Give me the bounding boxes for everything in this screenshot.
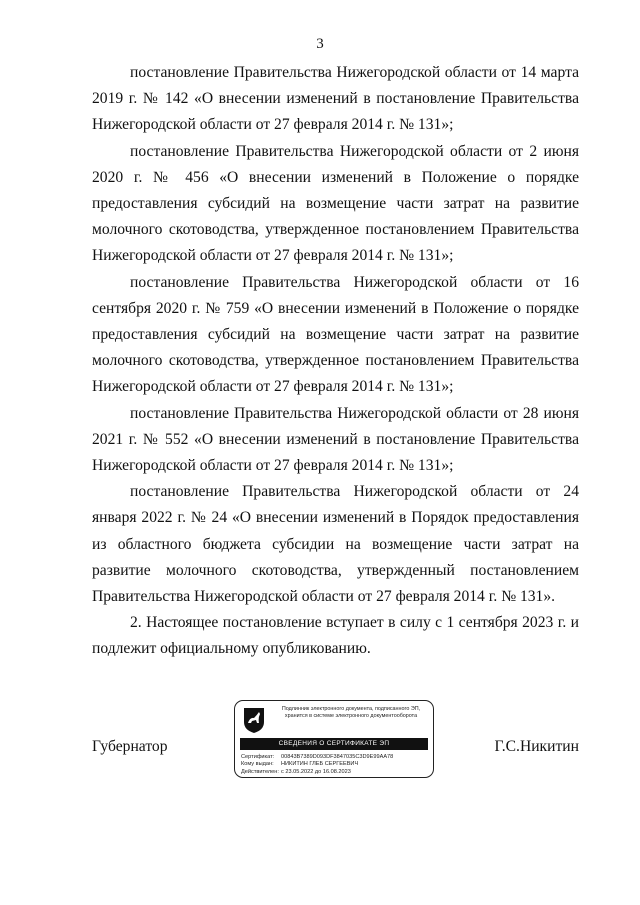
signatory-position: Губернатор xyxy=(92,738,168,755)
paragraph-repeal-item-3: постановление Правительства Нижегородской области от 16 сентября 2020 г. № 759 «О внесении изменений в Положение о порядке предоставления субсидий на возмещение части затрат на развитие молочного скотоводства, утвержденное постановлением Правительства Нижегородской области от 27 февраля 2014 г. № 131»; xyxy=(92,273,579,396)
stamp-notice-line-2: хранится в системе электронного документооборота xyxy=(284,713,418,719)
valid-value: с 23.05.2022 до 16.08.2023 xyxy=(281,768,351,775)
electronic-signature-stamp xyxy=(234,700,434,778)
issued-to-value: НИКИТИН ГЛЕБ СЕРГЕЕВИЧ xyxy=(281,761,359,768)
stamp-issued-to-row xyxy=(241,761,429,768)
certificate-value: 00843B7389D093DF3847035C3D9E99AA78 xyxy=(281,754,394,760)
paragraph-repeal-item-2: постановление Правительства Нижегородской области от 2 июня 2020 г. № 456 «О внесении изменений в Положение о порядке предоставления субсидий на возмещение части затрат на развитие молочного скотоводства, утвержденное постановлением Правительства Нижегородской области от 27 февраля 2014 г. № 131»; xyxy=(92,142,579,265)
stamp-title: СВЕДЕНИЯ О СЕРТИФИКАТЕ ЭП xyxy=(240,738,428,750)
stamp-notice-line-1: Подлинник электронного документа, подписанного ЭП, xyxy=(281,706,421,712)
stamp-notice xyxy=(273,706,429,720)
document-body xyxy=(92,60,579,663)
stamp-fields xyxy=(241,754,429,776)
paragraph-repeal-item-5: постановление Правительства Нижегородской области от 24 января 2022 г. № 24 «О внесении изменений в Порядок предоставления из областного бюджета субсидии на возмещение части затрат на развитие молочного скотоводства, утвержденный постановлением Правительства Нижегородской области от 27 февраля 2014 г. № 131». xyxy=(92,483,579,606)
page-number: 3 xyxy=(316,36,324,52)
issued-to-label: Кому выдан: xyxy=(241,761,274,768)
paragraph-repeal-item-4: постановление Правительства Нижегородской области от 28 июня 2021 г. № 552 «О внесении изменений в постановление Правительства Нижегородской области от 27 февраля 2014 г. № 131»; xyxy=(92,404,579,475)
stamp-validity-row xyxy=(241,769,429,776)
paragraph-repeal-item-1: постановление Правительства Нижегородской области от 14 марта 2019 г. № 142 «О внесении изменений в постановление Правительства Нижегородской области от 27 февраля 2014 г. № 131»; xyxy=(92,64,579,134)
signatory-name: Г.С.Никитин xyxy=(494,738,579,755)
certificate-label: Сертификат: xyxy=(241,754,275,760)
paragraph-effective-date: 2. Настоящее постановление вступает в силу с 1 сентября 2023 г. и подлежит официальному опубликованию. xyxy=(92,614,579,658)
coat-of-arms-icon xyxy=(242,706,266,734)
valid-label: Действителен: xyxy=(241,768,279,775)
stamp-certificate-row xyxy=(241,754,429,761)
